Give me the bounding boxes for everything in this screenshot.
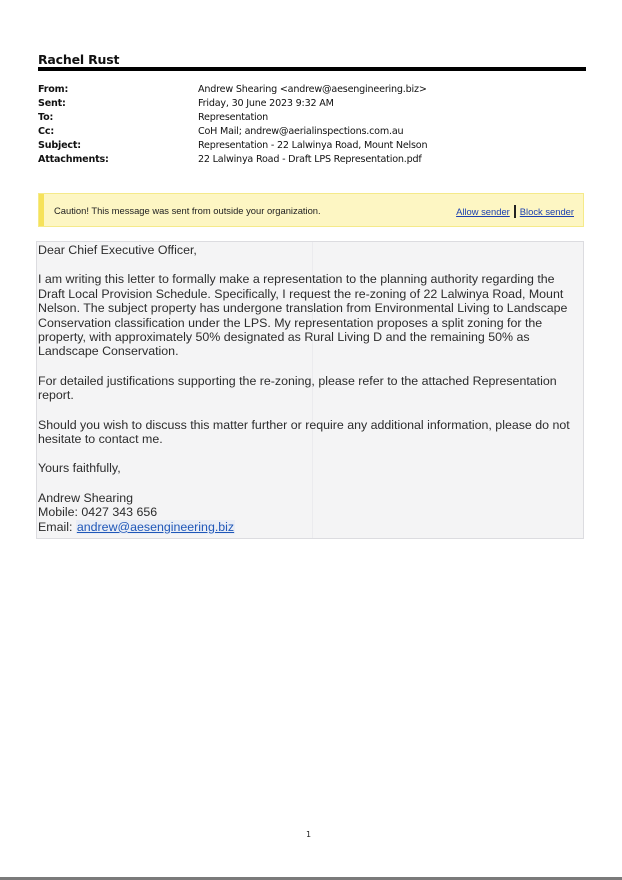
- allow-sender-link[interactable]: Allow sender: [456, 206, 510, 217]
- body-paragraph-3: Should you wish to discuss this matter further or require any additional information, please do not hesitate to contact me.: [38, 417, 570, 447]
- cc-value: CoH Mail; andrew@aerialinspections.com.au: [198, 126, 404, 137]
- caution-accent-bar: [39, 194, 44, 226]
- signature-name: Andrew Shearing: [38, 490, 134, 505]
- to-value: Representation: [198, 112, 269, 123]
- caution-message: Caution! This message was sent from outside your organization.: [54, 205, 321, 216]
- from-label: From:: [38, 84, 69, 95]
- body-paragraph-2: For detailed justifications supporting the re-zoning, please refer to the attached Representation report.: [38, 373, 557, 403]
- email-body: [38, 243, 584, 534]
- sent-value: Friday, 30 June 2023 9:32 AM: [198, 98, 334, 109]
- attachment-file[interactable]: 22 Lalwinya Road - Draft LPS Representation.pdf: [198, 154, 422, 165]
- to-row: [38, 111, 586, 125]
- cc-row: [38, 125, 586, 139]
- block-sender-link[interactable]: Block sender: [519, 206, 574, 217]
- external-sender-caution-banner: [38, 193, 584, 227]
- attachments-label: Attachments:: [38, 154, 109, 165]
- header-divider: [38, 67, 586, 71]
- signature-email-label: Email:: [38, 519, 76, 534]
- salutation: Dear Chief Executive Officer,: [38, 243, 197, 257]
- subject-value: Representation - 22 Lalwinya Road, Mount Nelson: [198, 140, 428, 151]
- subject-row: [38, 139, 586, 153]
- subject-label: Subject:: [38, 140, 81, 151]
- closing: Yours faithfully,: [38, 461, 121, 476]
- signature-mobile: Mobile: 0427 343 656: [38, 505, 158, 520]
- from-row: [38, 83, 586, 97]
- sent-label: Sent:: [38, 98, 66, 109]
- caution-actions: [456, 205, 574, 218]
- body-paragraph-1: I am writing this letter to formally make a representation to the planning authority regarding the Draft Local Provision Schedule. Specifically, I request the re-zoning of 22 Lalwinya Road, Mount Nelson. The subject property has undergone translation from Environmental Living to Landscape Conservation classification under the LPS. My representation proposes a split zoning for the property, with approximately 50% designated as Rural Living D and the remaining 50% as Landscape Conservation.: [38, 272, 568, 359]
- action-separator: [514, 205, 516, 218]
- from-value: Andrew Shearing <andrew@aesengineering.biz>: [198, 84, 427, 95]
- to-label: To:: [38, 112, 54, 123]
- mailbox-owner-name: Rachel Rust: [38, 52, 120, 67]
- attachments-row: [38, 153, 586, 167]
- page-number: 1: [306, 830, 312, 839]
- signature-email-line: [38, 520, 584, 534]
- email-header: [38, 83, 586, 167]
- signature-email-link[interactable]: andrew@aesengineering.biz: [76, 519, 235, 534]
- cc-label: Cc:: [38, 126, 54, 137]
- sent-row: [38, 97, 586, 111]
